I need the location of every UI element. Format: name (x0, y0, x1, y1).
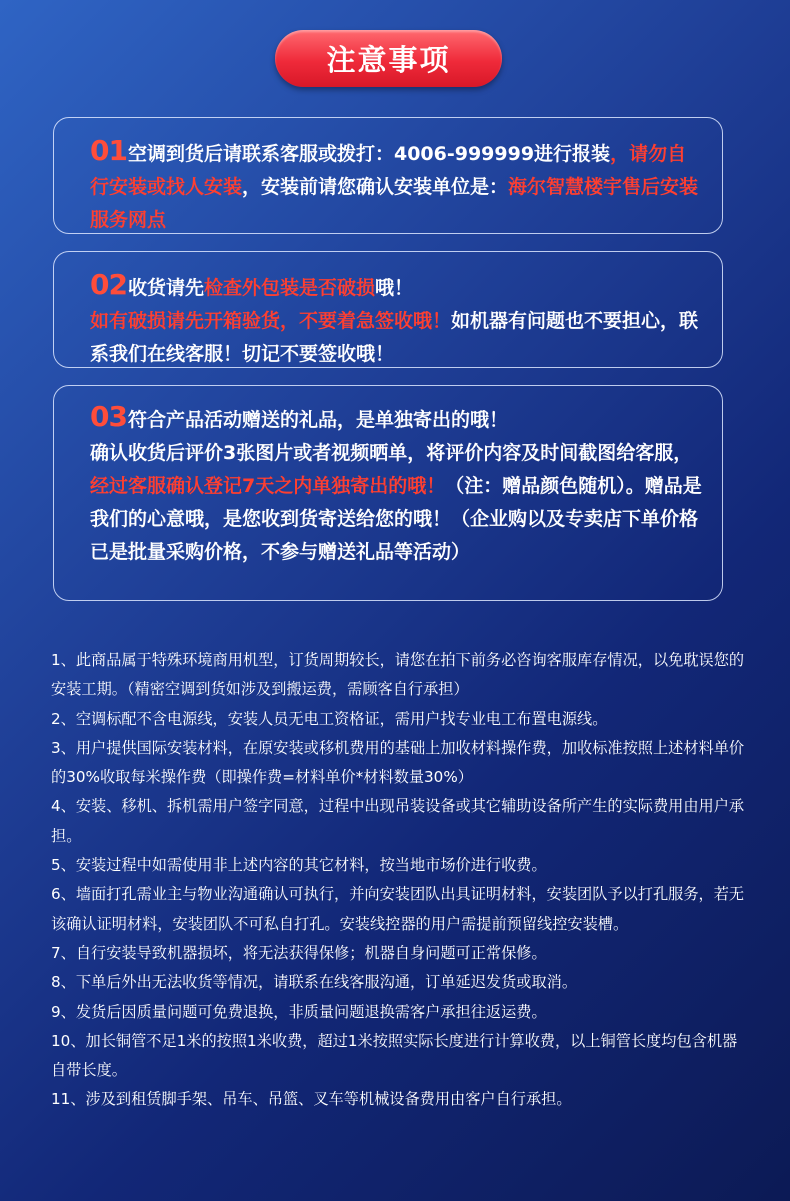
notice-text: 空调到货后请联系客服或拨打：4006-999999进行报装 (127, 143, 611, 165)
rule-item: 11、涉及到租赁脚手架、吊车、吊篮、叉车等机械设备费用由客户自行承担。 (51, 1090, 572, 1109)
notice-text: 符合产品活动赠送的礼品，是单独寄出的哦！ (127, 409, 508, 431)
rule-item: 4、安装、移机、拆机需用户签字同意，过程中出现吊装设备或其它辅助设备所产生的实际费用由用户承担。 (51, 797, 745, 845)
rule-item: 10、加长铜管不足1米的按照1米收费，超过1米按照实际长度进行计算收费，以上铜管长度均包含机器自带长度。 (51, 1031, 738, 1080)
notice-text: 如机器有问题也不要担心，联系我们在线客服！切记不要签收哦！ (90, 310, 699, 365)
notice-number: 01 (90, 134, 127, 167)
rule-item: 3、用户提供国际安装材料，在原安装或移机费用的基础上加收材料操作费，加收标准按照上述材料单价的30%收取每米操作费（即操作费=材料单价*材料数量30%） (51, 738, 745, 787)
notice-text: ，安装前请您确认安装单位是： (242, 176, 509, 198)
rules-list (51, 646, 751, 1115)
notice-number: 02 (90, 268, 127, 301)
rule-item: 9、发货后因质量问题可免费退换，非质量问题退换需客户承担往返运费。 (51, 1002, 547, 1021)
notice-card-2 (53, 251, 723, 368)
notice-text: 确认收货后评价3张图片或者视频晒单，将评价内容及时间截图给客服， (90, 442, 693, 464)
notice-number: 03 (90, 400, 127, 433)
notice-text: 收货请先 (127, 277, 204, 299)
notice-warning-text: 经过客服确认登记7天之内单独寄出的哦！ (90, 475, 446, 497)
rule-item: 5、安装过程中如需使用非上述内容的其它材料，按当地市场价进行收费。 (51, 856, 547, 875)
rule-item: 7、自行安装导致机器损坏，将无法获得保修；机器自身问题可正常保修。 (51, 943, 547, 962)
notice-warning-text: 如有破损请先开箱验货，不要着急签收哦！ (90, 310, 452, 332)
notice-warning-text: 检查外包装是否破损 (203, 277, 375, 299)
notice-card-1 (53, 117, 723, 234)
rule-item: 6、墙面打孔需业主与物业沟通确认可执行，并向安装团队出具证明材料，安装团队予以打孔服务，若无该确认证明材料，安装团队不可私自打孔。安装线控器的用户需提前预留线控安装槽。 (51, 885, 745, 933)
notice-warning-text: 海尔智慧楼宇售后安装服务网点 (90, 176, 699, 231)
page-title: 注意事项 (326, 43, 451, 77)
notice-text: （注：赠品颜色随机）。赠品是我们的心意哦，是您收到货寄送给您的哦！（企业购以及专卖店下单价格已是批量采购价格，不参与赠送礼品等活动） (90, 475, 702, 563)
rule-item: 2、空调标配不含电源线，安装人员无电工资格证，需用户找专业电工布置电源线。 (51, 709, 608, 728)
rule-item: 8、下单后外出无法收货等情况，请联系在线客服沟通，订单延迟发货或取消。 (51, 973, 578, 992)
notice-text: 哦！ (375, 277, 414, 299)
title-banner (275, 30, 502, 87)
rule-item: 1、此商品属于特殊环境商用机型，订货周期较长，请您在拍下前务必咨询客服库存情况，以免耽误您的安装工期。（精密空调到货如涉及到搬运费，需顾客自行承担） (51, 651, 745, 699)
notice-card-3 (53, 385, 723, 601)
notice-warning-text: ，请勿自行安装或找人安装 (90, 143, 687, 198)
